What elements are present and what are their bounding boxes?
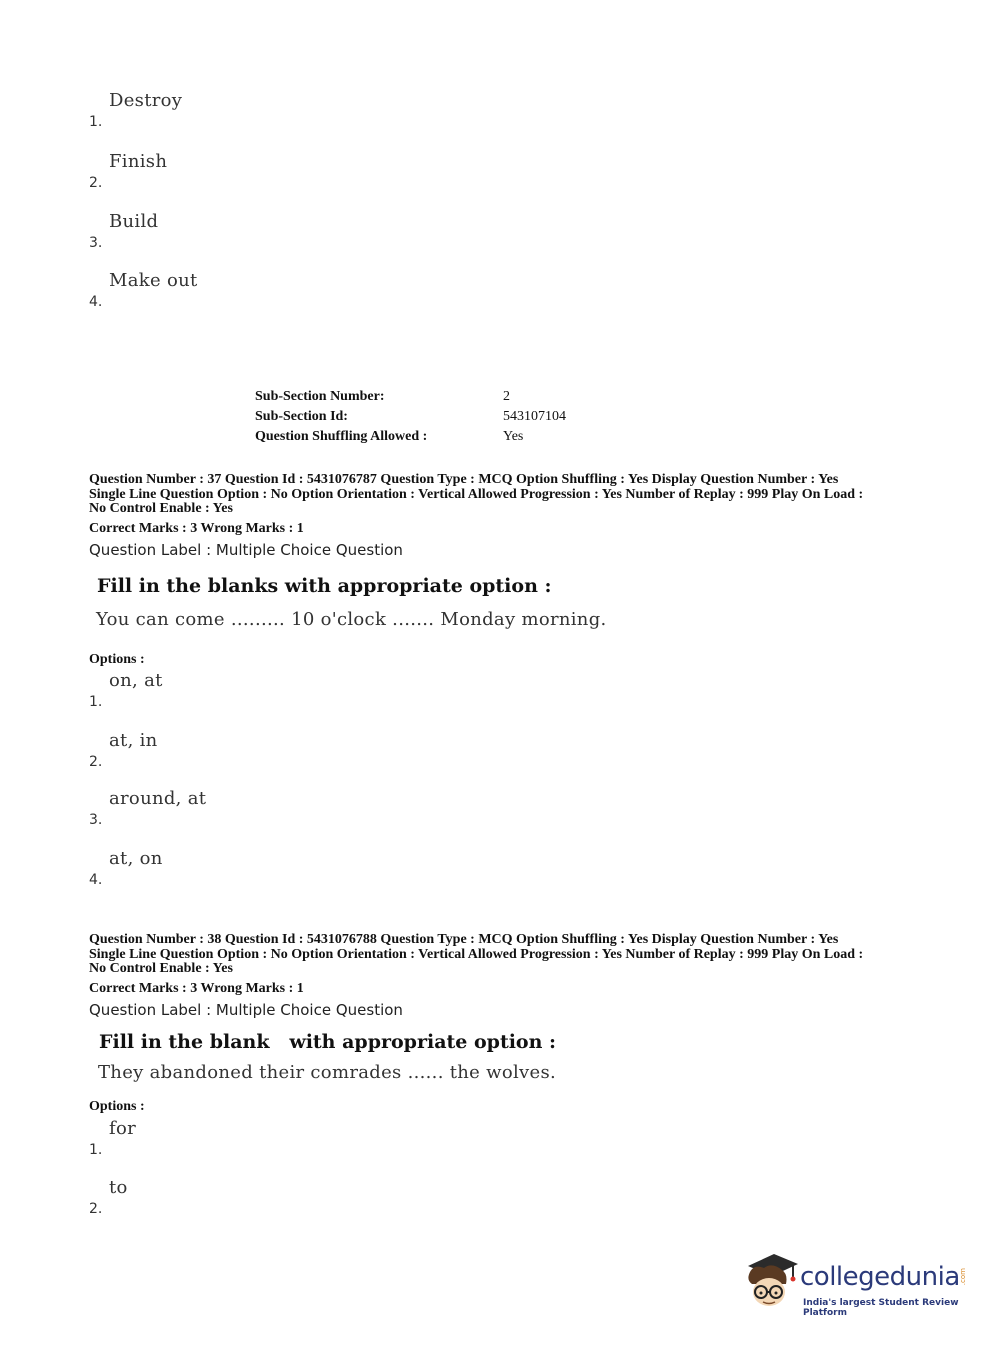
option-number: 4. — [89, 872, 103, 888]
question-marks: Correct Marks : 3 Wrong Marks : 1 — [89, 981, 304, 996]
option-item[interactable] — [89, 1118, 489, 1158]
question-text: You can come ......... 10 o'clock ....... Monday morning. — [96, 609, 607, 630]
subsection-number-label: Sub-Section Number: — [255, 389, 385, 404]
question-meta-line: No Control Enable : Yes — [89, 501, 233, 516]
question-meta — [89, 933, 863, 977]
option-number: 3. — [89, 235, 103, 251]
option-item — [89, 90, 489, 130]
option-item — [89, 211, 489, 251]
question-meta — [89, 473, 863, 517]
options-label: Options : — [89, 652, 145, 667]
option-number: 2. — [89, 1201, 103, 1217]
option-text: Make out — [109, 270, 198, 291]
option-item[interactable] — [89, 670, 489, 710]
option-text: at, in — [109, 730, 158, 751]
question-meta-line: No Control Enable : Yes — [89, 961, 233, 976]
option-item — [89, 151, 489, 191]
option-number: 2. — [89, 175, 103, 191]
option-number: 1. — [89, 694, 103, 710]
question-label: Question Label : Multiple Choice Question — [89, 1001, 403, 1019]
option-text: around, at — [109, 788, 207, 809]
option-item[interactable] — [89, 848, 489, 888]
option-number: 2. — [89, 754, 103, 770]
option-text: Build — [109, 211, 159, 232]
question-marks: Correct Marks : 3 Wrong Marks : 1 — [89, 521, 304, 536]
question-text: They abandoned their comrades ...... the wolves. — [98, 1062, 557, 1083]
option-text: Finish — [109, 151, 168, 172]
subsection-id-label: Sub-Section Id: — [255, 409, 348, 424]
option-number: 1. — [89, 1142, 103, 1158]
option-text: at, on — [109, 848, 163, 869]
collegedunia-logo[interactable] — [742, 1250, 972, 1320]
option-number: 4. — [89, 294, 103, 310]
logo-tagline: India's largest Student Review Platform — [803, 1298, 959, 1318]
option-text: Destroy — [109, 90, 183, 111]
logo-brand-text: collegedunia — [800, 1262, 960, 1292]
question-meta-line: Single Line Question Option : No Option Orientation : Vertical Allowed Progression : Yes Number of Replay : 999 Play On Load : — [89, 486, 864, 502]
option-item[interactable] — [89, 1177, 489, 1217]
subsection-shuffling-value: Yes — [503, 429, 524, 444]
option-number: 3. — [89, 812, 103, 828]
question-meta-line: Question Number : 37 Question Id : 5431076787 Question Type : MCQ Option Shuffling : Yes Display Question Number : Yes — [89, 472, 839, 487]
subsection-id-value: 543107104 — [503, 409, 566, 424]
option-item — [89, 270, 489, 310]
option-item[interactable] — [89, 788, 489, 828]
logo-suffix: .com — [959, 1268, 967, 1286]
subsection-shuffling-label: Question Shuffling Allowed : — [255, 429, 428, 444]
question-heading: Fill in the blank with appropriate option : — [99, 1031, 557, 1053]
option-text: for — [109, 1118, 137, 1139]
question-meta-line: Question Number : 38 Question Id : 5431076788 Question Type : MCQ Option Shuffling : Yes Display Question Number : Yes — [89, 932, 839, 947]
option-text: on, at — [109, 670, 163, 691]
mascot-icon — [742, 1250, 800, 1312]
option-item[interactable] — [89, 730, 489, 770]
subsection-number-value: 2 — [503, 389, 510, 404]
options-label: Options : — [89, 1099, 145, 1114]
question-label: Question Label : Multiple Choice Question — [89, 541, 403, 559]
question-meta-line: Single Line Question Option : No Option Orientation : Vertical Allowed Progression : Yes Number of Replay : 999 Play On Load : — [89, 946, 864, 962]
option-text: to — [109, 1177, 128, 1198]
question-heading: Fill in the blanks with appropriate option : — [97, 575, 552, 597]
option-number: 1. — [89, 114, 103, 130]
